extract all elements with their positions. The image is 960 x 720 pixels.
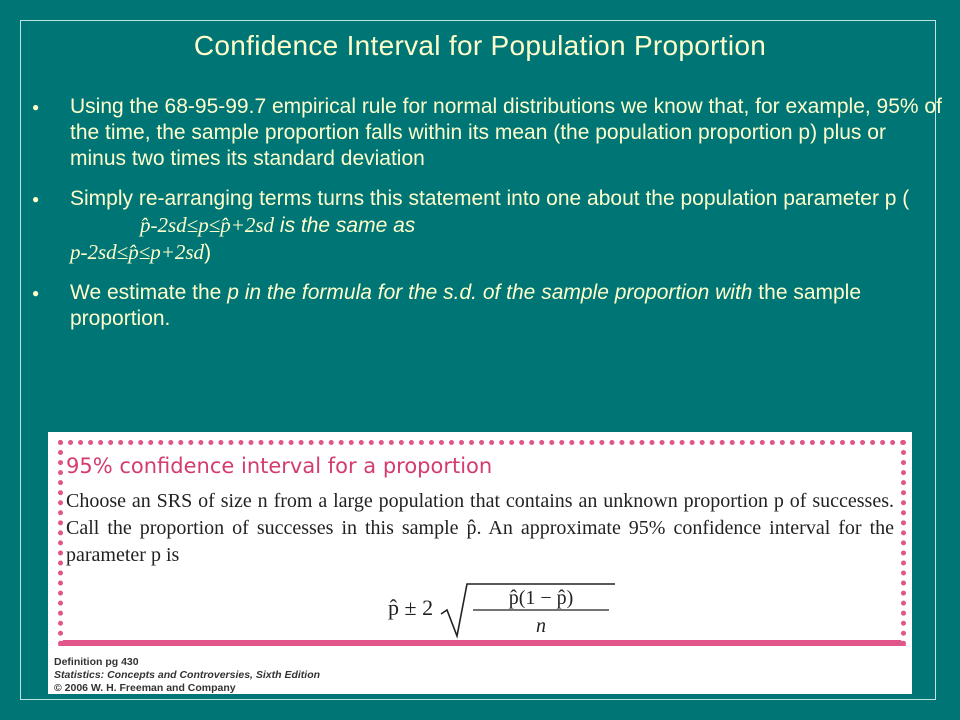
bullet-dot-icon: ● <box>32 100 40 114</box>
definition-panel <box>48 432 912 694</box>
bullet-list <box>32 94 942 346</box>
bullet-item-1 <box>32 94 942 172</box>
source-citation <box>54 656 320 695</box>
definition-body: Choose an SRS of size n from a large population that contains an unknown proportion p of successes. Call the proportion of successes in this sample p̂. An approximate 95% confidence interval for the parameter p is <box>66 490 894 566</box>
formula-lead: p̂ ± 2 <box>388 595 434 621</box>
bullet-dot-icon: ● <box>32 286 40 300</box>
bullet-text: Simply re-arranging terms turns this statement into one about the population parameter p ( <box>70 187 910 210</box>
bullet-text-italic: p in the formula for the s.d. of the sample proportion with <box>227 281 753 304</box>
inline-formula: p-2sd≤p̂≤p+2sd <box>70 240 205 264</box>
source-line: Statistics: Concepts and Controversies, Sixth Edition <box>54 669 321 681</box>
formula-denominator: n <box>535 615 546 637</box>
bullet-item-3 <box>32 280 942 332</box>
bullet-dot-icon: ● <box>32 192 40 206</box>
definition-formula <box>388 580 619 640</box>
bullet-text: Using the 68-95-99.7 empirical rule for normal distributions we know that, for example, 95% of the time, the sample proportion falls within its mean (the population proportion p) plus or minus two times its standard deviation <box>70 95 942 170</box>
bullet-text: the sample proportion. <box>70 281 862 330</box>
bullet-text: We estimate the <box>70 281 228 304</box>
definition-heading: 95% confidence interval for a proportion <box>66 454 493 478</box>
formula-numerator: p̂(1 − p̂) <box>508 587 573 609</box>
bullet-text: is the same as <box>274 214 416 237</box>
bullet-item-2 <box>32 186 942 266</box>
source-line: © 2006 W. H. Freeman and Company <box>54 682 236 694</box>
source-line: Definition pg 430 <box>54 656 139 668</box>
slide-title: Confidence Interval for Population Proportion <box>193 30 767 61</box>
sqrt-fraction <box>439 580 619 640</box>
bullet-text: ) <box>204 241 212 264</box>
inline-formula: p̂-2sd≤p≤p̂+2sd <box>140 213 275 237</box>
